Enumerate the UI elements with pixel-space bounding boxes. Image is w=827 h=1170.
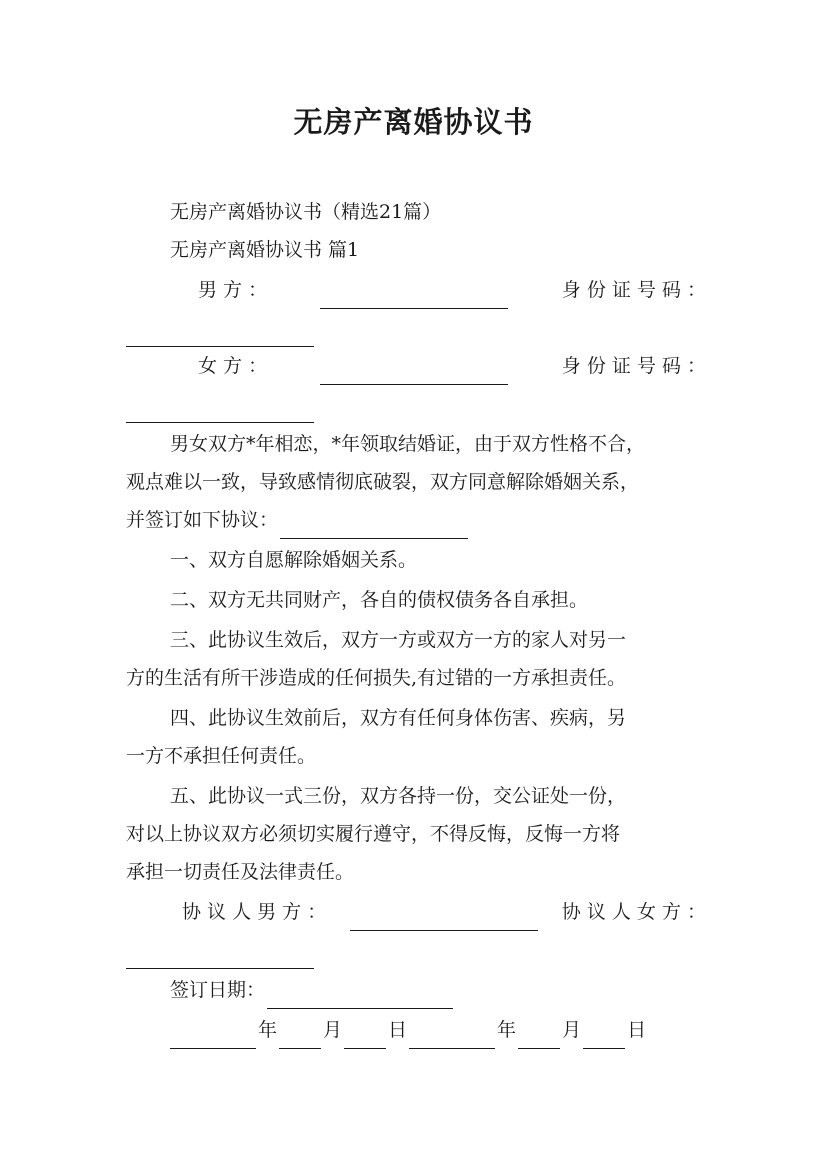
female-year-label: 年 bbox=[497, 1019, 517, 1041]
clause-4-line-1: 四、此协议生效前后，双方有任何身体伤害、疾病，另 bbox=[170, 707, 627, 729]
clause-1: 一、双方自愿解除婚姻关系。 bbox=[170, 549, 418, 571]
male-day-label: 日 bbox=[388, 1019, 408, 1041]
sign-date-label: 签订日期： bbox=[170, 979, 266, 1001]
female-label: 女 方 ： bbox=[198, 355, 268, 377]
female-id-blank bbox=[126, 400, 314, 423]
female-year-blank bbox=[409, 1026, 495, 1049]
intro-line-2: 观点难以一致，导致感情彻底破裂，双方同意解除婚姻关系， bbox=[126, 471, 640, 493]
female-day-blank bbox=[583, 1026, 625, 1049]
clause-5-line-1: 五、此协议一式三份，双方各持一份，交公证处一份， bbox=[170, 785, 627, 807]
male-id-label: 身 份 证 号 码 ： bbox=[561, 279, 706, 301]
signer-female-row bbox=[126, 931, 706, 969]
intro-line-3-text: 并签订如下协议： bbox=[126, 509, 279, 531]
male-label: 男 方 ： bbox=[198, 279, 268, 301]
clause-4-line-2: 一方不承担任何责任。 bbox=[126, 745, 317, 767]
signers-row bbox=[126, 893, 706, 931]
agreement-blank bbox=[280, 516, 468, 539]
female-name-blank bbox=[320, 362, 508, 385]
female-month-label: 月 bbox=[562, 1019, 582, 1041]
sign-date-row bbox=[170, 971, 750, 1009]
male-name-blank bbox=[320, 286, 508, 309]
female-day-label: 日 bbox=[627, 1019, 647, 1041]
clause-5-line-2: 对以上协议双方必须切实履行遵守，不得反悔，反悔一方将 bbox=[126, 823, 621, 845]
clause-3-line-1: 三、此协议生效后，双方一方或双方一方的家人对另一 bbox=[170, 629, 627, 651]
female-party-row bbox=[126, 347, 706, 385]
document-title: 无房产离婚协议书 bbox=[293, 105, 534, 139]
male-month-label: 月 bbox=[323, 1019, 343, 1041]
signer-female-blank bbox=[126, 946, 314, 969]
signer-male-label: 协 议 人 男 方 ： bbox=[182, 901, 327, 923]
sign-date-blank bbox=[267, 986, 453, 1009]
male-year-label: 年 bbox=[258, 1019, 278, 1041]
male-id-row bbox=[126, 309, 706, 347]
male-month-blank bbox=[279, 1026, 321, 1049]
signer-male-blank bbox=[350, 908, 538, 931]
clause-5-line-3: 承担一切责任及法律责任。 bbox=[126, 861, 355, 883]
intro-line-3 bbox=[126, 501, 706, 539]
male-day-blank bbox=[344, 1026, 386, 1049]
clause-3-line-2: 方的生活有所干涉造成的任何损失,有过错的一方承担责任。 bbox=[126, 667, 627, 689]
date-fields-row bbox=[170, 1011, 750, 1049]
female-id-label: 身 份 证 号 码 ： bbox=[561, 355, 706, 377]
subtitle: 无房产离婚协议书（精选21篇） bbox=[170, 201, 442, 223]
male-year-blank bbox=[170, 1026, 256, 1049]
female-id-row bbox=[126, 385, 706, 423]
signer-female-label: 协 议 人 女 方 ： bbox=[561, 901, 706, 923]
clause-2: 二、双方无共同财产，各自的债权债务各自承担。 bbox=[170, 589, 589, 611]
intro-line-1: 男女双方*年相恋，*年领取结婚证，由于双方性格不合， bbox=[170, 433, 646, 455]
male-id-blank bbox=[126, 324, 314, 347]
male-party-row bbox=[126, 271, 706, 309]
female-month-blank bbox=[518, 1026, 560, 1049]
section-heading: 无房产离婚协议书 篇1 bbox=[170, 239, 360, 261]
